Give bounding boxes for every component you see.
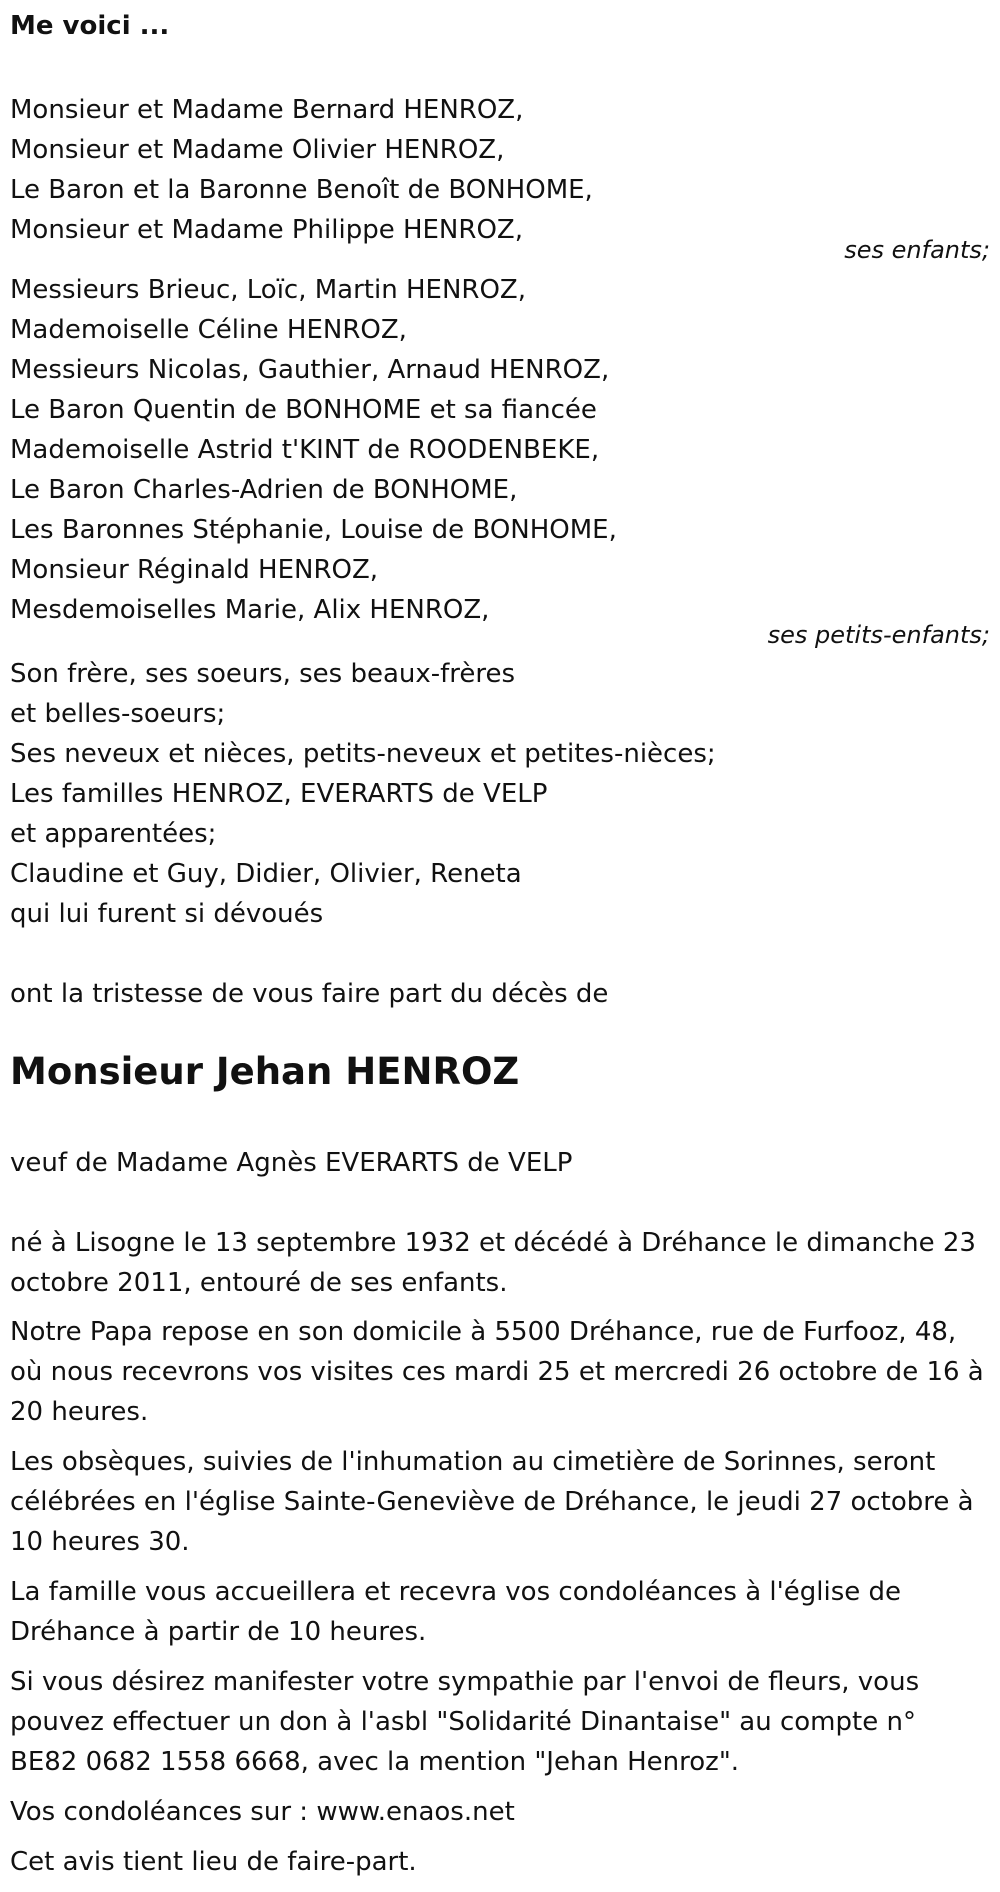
grandchildren-role: ses petits-enfants; (767, 621, 990, 649)
family-line: qui lui furent si dévoués (10, 899, 324, 929)
grandchildren-line: Mademoiselle Astrid t'KINT de ROODENBEKE, (10, 435, 600, 465)
announcement-text: ont la tristesse de vous faire part du décès de (10, 979, 609, 1009)
grandchildren-line: Le Baron Charles-Adrien de BONHOME, (10, 475, 518, 505)
notice-text: Cet avis tient lieu de faire-part. (10, 1847, 417, 1877)
condolences-church-paragraph: La famille vous accueillera et recevra vos condoléances à l'église de Dréhance à partir de 10 heures. (10, 1577, 902, 1647)
family-line: Les familles HENROZ, EVERARTS de VELP (10, 779, 548, 809)
grandchildren-line: Mademoiselle Céline HENROZ, (10, 315, 407, 345)
children-line: Monsieur et Madame Bernard HENROZ, (10, 95, 524, 125)
family-line: Claudine et Guy, Didier, Olivier, Reneta (10, 859, 522, 889)
intro-heading: Me voici ... (10, 11, 170, 41)
grandchildren-list (10, 270, 990, 630)
family-line: Ses neveux et nièces, petits-neveux et petites-nièces; (10, 739, 716, 769)
family-line: et belles-soeurs; (10, 699, 226, 729)
children-line: Monsieur et Madame Olivier HENROZ, (10, 135, 505, 165)
children-role: ses enfants; (844, 236, 990, 264)
children-line: Monsieur et Madame Philippe HENROZ, (10, 215, 523, 245)
grandchildren-line: Les Baronnes Stéphanie, Louise de BONHOME, (10, 515, 617, 545)
family-line: et apparentées; (10, 819, 217, 849)
grandchildren-line: Monsieur Réginald HENROZ, (10, 555, 379, 585)
grandchildren-line: Mesdemoiselles Marie, Alix HENROZ, (10, 595, 490, 625)
family-line: Son frère, ses soeurs, ses beaux-frères (10, 659, 516, 689)
rest-paragraph: Notre Papa repose en son domicile à 5500 Dréhance, rue de Furfooz, 48, où nous recevrons vos visites ces mardi 25 et mercredi 26 octobre de 16 à 20 heures. (10, 1317, 984, 1427)
grandchildren-line: Messieurs Nicolas, Gauthier, Arnaud HENROZ, (10, 355, 610, 385)
spouse-text: veuf de Madame Agnès EVERARTS de VELP (10, 1148, 573, 1178)
family-list (10, 654, 990, 934)
children-line: Le Baron et la Baronne Benoît de BONHOME, (10, 175, 593, 205)
children-list (10, 90, 990, 250)
flowers-paragraph: Si vous désirez manifester votre sympathie par l'envoi de fleurs, vous pouvez effectuer un don à l'asbl "Solidarité Dinantaise" au compte n° BE82 0682 1558 6668, avec la mention "Jehan Henroz". (10, 1667, 920, 1777)
grandchildren-line: Messieurs Brieuc, Loïc, Martin HENROZ, (10, 275, 527, 305)
funeral-paragraph: Les obsèques, suivies de l'inhumation au cimetière de Sorinnes, seront célébrées en l'église Sainte-Geneviève de Dréhance, le jeudi 27 octobre à 10 heures 30. (10, 1447, 974, 1557)
grandchildren-line: Le Baron Quentin de BONHOME et sa fiancée (10, 395, 597, 425)
online-condolences: Vos condoléances sur : www.enaos.net (10, 1797, 515, 1827)
deceased-name: Monsieur Jehan HENROZ (10, 1050, 520, 1093)
birth-death-paragraph: né à Lisogne le 13 septembre 1932 et décédé à Dréhance le dimanche 23 octobre 2011, entouré de ses enfants. (10, 1228, 976, 1298)
